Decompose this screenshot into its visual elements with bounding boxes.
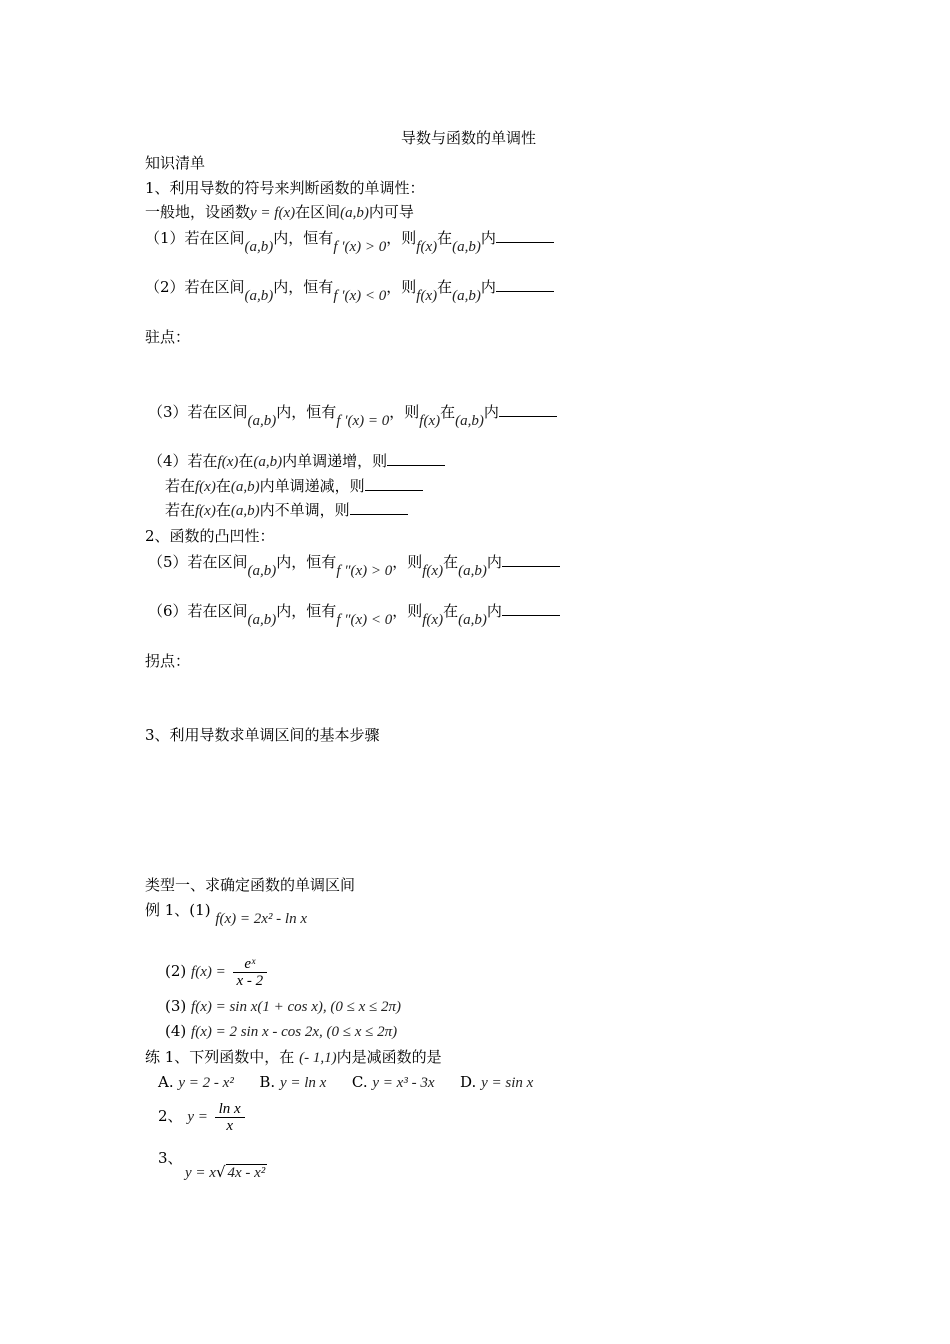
answer-blank[interactable] — [502, 552, 560, 567]
answer-blank[interactable] — [496, 277, 554, 292]
condition: f ′(x) < 0 — [333, 288, 387, 304]
item-text: 内单调递增，则 — [282, 452, 388, 470]
formula-lhs: y = x — [185, 1165, 216, 1181]
interval: (a,b) — [452, 239, 481, 255]
condition: f ′(x) = 0 — [336, 413, 390, 429]
item-text: ，则 — [386, 278, 417, 296]
interval: (a,b) — [247, 413, 277, 429]
fraction — [233, 956, 268, 989]
example-1-part-2 — [165, 955, 269, 989]
item-text: 在 — [437, 278, 453, 296]
intro-interval: (a,b) — [340, 205, 369, 221]
practice-1 — [145, 1047, 442, 1068]
practice-2 — [158, 1100, 247, 1134]
example-1-part-1 — [145, 900, 308, 927]
condition: f ′(x) > 0 — [333, 239, 387, 255]
part-label: (4) — [165, 1022, 187, 1040]
item-4b — [165, 476, 423, 497]
option-d-label: D. — [460, 1073, 477, 1091]
option-d: y = sin x — [481, 1075, 534, 1091]
item-text: 内，恒有 — [276, 602, 337, 620]
item-text: ，则 — [386, 229, 417, 247]
item-5 — [148, 552, 560, 579]
formula-lhs: f(x) = — [191, 964, 226, 980]
numerator: ln x — [215, 1101, 245, 1118]
stationary-point-label: 驻点： — [145, 328, 191, 346]
interval: (a,b) — [244, 239, 274, 255]
example-1-part-4 — [165, 1021, 397, 1042]
answer-blank[interactable] — [387, 451, 445, 466]
answer-blank[interactable] — [365, 476, 423, 491]
item-text: 内 — [486, 553, 502, 571]
condition: f ″(x) < 0 — [336, 612, 393, 628]
example-1-part-3 — [165, 996, 401, 1017]
practice-3-label: 3、 — [158, 1149, 183, 1167]
function: f(x) — [422, 563, 444, 579]
heading-monotonicity: 1、利用导数的符号来判断函数的单调性： — [145, 179, 425, 197]
item-4a — [148, 451, 445, 472]
practice-1-options — [158, 1072, 533, 1093]
function: f(x) — [217, 454, 239, 470]
item-text: 在 — [215, 477, 231, 495]
practice-label: 练 1、下列函数中，在 — [145, 1048, 295, 1066]
item-1 — [145, 228, 554, 255]
page-title: 导数与函数的单调性 — [401, 129, 537, 147]
item-text: 内 — [483, 403, 499, 421]
interval: (- 1,1) — [299, 1050, 337, 1066]
item-4c — [165, 500, 408, 521]
function: f(x) — [195, 503, 216, 519]
item-text: 内单调递减，则 — [259, 477, 365, 495]
item-6 — [148, 601, 560, 628]
function: f(x) — [416, 288, 438, 304]
item-text: 内，恒有 — [273, 229, 334, 247]
section-heading-knowledge: 知识清单 — [145, 154, 206, 172]
formula: f(x) = 2x² - ln x — [215, 911, 308, 927]
numerator: eˣ — [233, 956, 268, 973]
option-c: y = x³ - 3x — [372, 1075, 435, 1091]
item-text: 内，恒有 — [276, 553, 337, 571]
item-label: （3）若在区间 — [148, 403, 248, 421]
item-label: （2）若在区间 — [145, 278, 245, 296]
interval: (a,b) — [230, 479, 260, 495]
intro-text-a: 一般地，设函数 — [145, 203, 251, 221]
intro-line — [145, 202, 414, 223]
answer-blank[interactable] — [502, 601, 560, 616]
interval: (a,b) — [452, 288, 481, 304]
intro-function: y = f(x) — [250, 205, 296, 221]
formula: f(x) = sin x(1 + cos x), (0 ≤ x ≤ 2π) — [191, 999, 402, 1015]
condition: f ″(x) > 0 — [336, 563, 393, 579]
function: f(x) — [422, 612, 444, 628]
heading-type-1: 类型一、求确定函数的单调区间 — [145, 876, 356, 894]
answer-blank[interactable] — [499, 402, 557, 417]
function: f(x) — [195, 479, 216, 495]
option-a: y = 2 - x² — [178, 1075, 234, 1091]
inflection-point-label: 拐点： — [145, 652, 191, 670]
item-text: 内，恒有 — [276, 403, 337, 421]
intro-text-c: 内可导 — [368, 203, 414, 221]
practice-label: 2、 — [158, 1107, 183, 1125]
option-a-label: A. — [158, 1073, 174, 1091]
item-label: 若在 — [165, 477, 196, 495]
part-label: (2) — [165, 962, 187, 980]
sqrt-sign: √ — [215, 1163, 226, 1181]
interval: (a,b) — [455, 413, 484, 429]
item-text: 在 — [437, 229, 453, 247]
option-b-label: B. — [259, 1073, 276, 1091]
fraction — [215, 1101, 245, 1134]
item-text: 内，恒有 — [273, 278, 334, 296]
item-label: （1）若在区间 — [145, 229, 245, 247]
answer-blank[interactable] — [350, 500, 408, 515]
heading-convexity: 2、函数的凸凹性： — [145, 527, 275, 545]
item-text: 内不单调，则 — [259, 501, 350, 519]
example-label: 例 1、(1) — [145, 901, 211, 919]
function: f(x) — [419, 413, 441, 429]
item-label: 若在 — [165, 501, 196, 519]
practice-3-formula — [185, 1162, 267, 1183]
interval: (a,b) — [458, 563, 487, 579]
heading-steps: 3、利用导数求单调区间的基本步骤 — [145, 726, 380, 744]
item-text: 在 — [440, 403, 456, 421]
interval: (a,b) — [253, 454, 283, 470]
interval: (a,b) — [458, 612, 487, 628]
interval: (a,b) — [247, 612, 277, 628]
part-label: (3) — [165, 997, 187, 1015]
item-text: 在 — [443, 553, 459, 571]
item-text: 在 — [238, 452, 254, 470]
denominator: x - 2 — [236, 972, 264, 989]
formula: f(x) = 2 sin x - cos 2x, (0 ≤ x ≤ 2π) — [191, 1024, 398, 1040]
function: f(x) — [416, 239, 438, 255]
option-b: y = ln x — [279, 1075, 327, 1091]
interval: (a,b) — [244, 288, 274, 304]
item-label: （5）若在区间 — [148, 553, 248, 571]
answer-blank[interactable] — [496, 228, 554, 243]
practice-text: 内是减函数的是 — [336, 1048, 442, 1066]
item-text: ，则 — [392, 553, 423, 571]
item-text: 内 — [480, 229, 496, 247]
intro-text-b: 在区间 — [295, 203, 341, 221]
item-label: （4）若在 — [148, 452, 218, 470]
item-2 — [145, 277, 554, 304]
item-3 — [148, 402, 557, 429]
item-text: 内 — [486, 602, 502, 620]
denominator: x — [226, 1117, 234, 1134]
item-text: 在 — [215, 501, 231, 519]
radicand: 4x - x² — [227, 1165, 266, 1181]
item-label: （6）若在区间 — [148, 602, 248, 620]
item-text: ，则 — [392, 602, 423, 620]
item-text: 在 — [443, 602, 459, 620]
interval: (a,b) — [247, 563, 277, 579]
interval: (a,b) — [230, 503, 260, 519]
formula-lhs: y = — [187, 1109, 208, 1125]
item-text: ，则 — [389, 403, 420, 421]
option-c-label: C. — [351, 1073, 368, 1091]
item-text: 内 — [480, 278, 496, 296]
